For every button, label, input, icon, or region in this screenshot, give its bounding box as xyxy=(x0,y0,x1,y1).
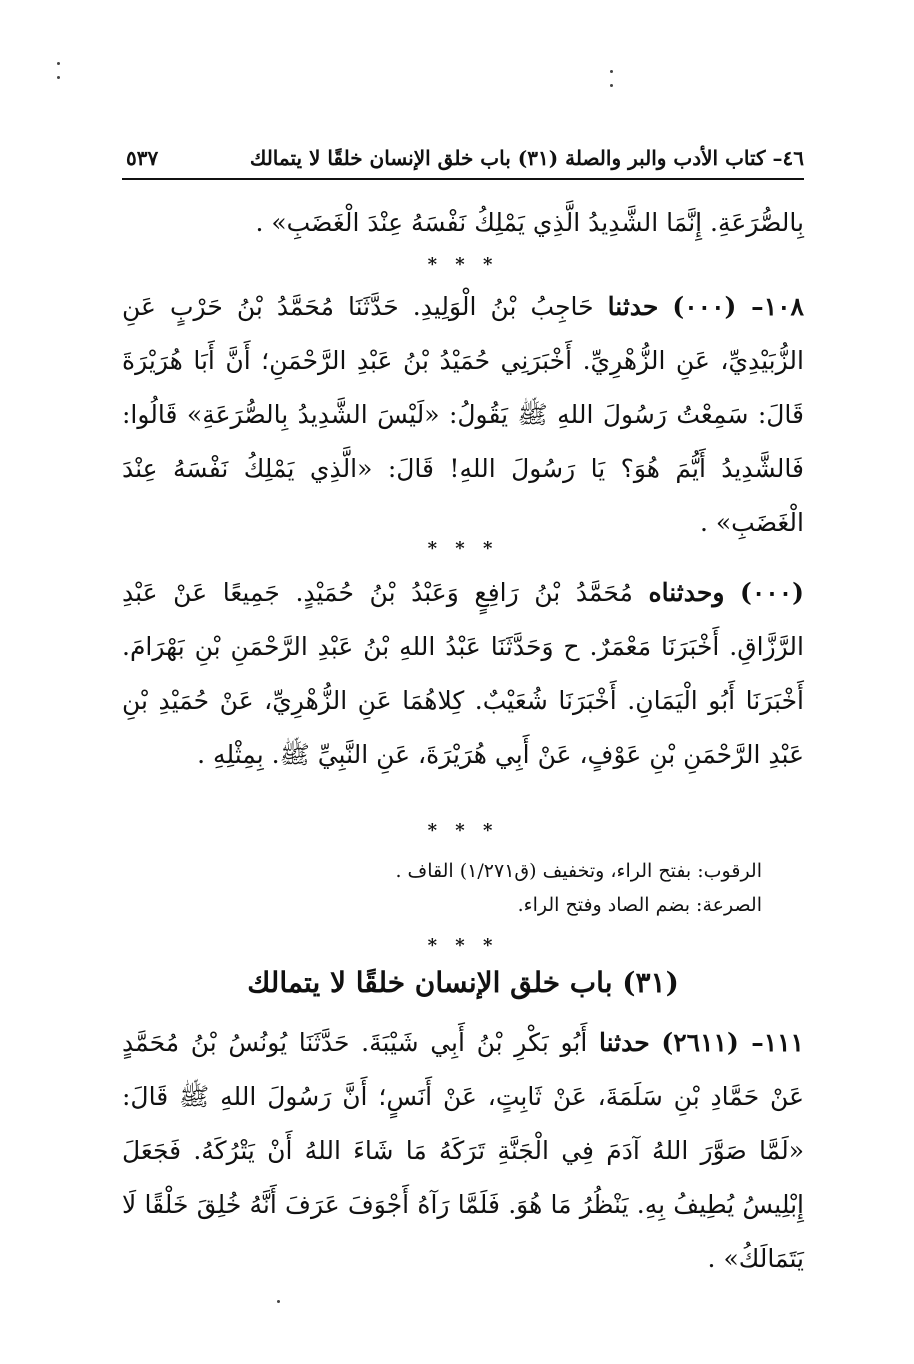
scan-speck xyxy=(57,76,60,79)
section-separator: * * * xyxy=(427,820,499,841)
section-separator: * * * xyxy=(427,935,499,956)
running-title: ٤٦– كتاب الأدب والبر والصلة (٣١) باب خلق الإنسان خلقًا لا يتمالك xyxy=(249,146,804,170)
gloss-line: الرقوب: بفتح الراء، وتخفيف (ق١/٢٧١) القاف . xyxy=(395,860,762,882)
hadith-111 xyxy=(122,1016,804,1286)
chapter-title: (٣١) باب خلق الإنسان خلقًا لا يتمالك xyxy=(247,966,679,999)
paragraph-continuation xyxy=(122,196,804,250)
running-header xyxy=(122,138,804,180)
glossary-notes xyxy=(122,854,762,922)
hadith-lead: حدثنا xyxy=(599,1028,650,1057)
scan-speck xyxy=(610,84,613,87)
paragraph-text: بِالصُّرَعَةِ. إِنَّمَا الشَّدِيدُ الَّذِي يَمْلِكُ نَفْسَهُ عِنْدَ الْغَضَبِ» . xyxy=(255,208,804,237)
hadith-108 xyxy=(122,280,804,550)
hadith-text: حَاجِبُ بْنُ الْوَلِيدِ. حَدَّثَنَا مُحَمَّدُ بْنُ حَرْبٍ عَنِ الزُّبَيْدِيِّ، عَنِ الزُّهْرِيِّ. أَخْبَرَنِي حُمَيْدُ بْنُ عَبْدِ الرَّحْمَنِ؛ أَنَّ أَبَا هُرَيْرَةَ قَالَ: سَمِعْتُ رَسُولَ اللهِ ﷺ يَقُولُ: «لَيْسَ الشَّدِيدُ بِالصُّرَعَةِ» قَالُوا: فَالشَّدِيدُ أَيُّمَ هُوَ؟ يَا رَسُولَ اللهِ! قَالَ: «الَّذِي يَمْلِكُ نَفْسَهُ عِنْدَ الْغَضَبِ» . xyxy=(122,292,804,537)
section-separator: * * * xyxy=(427,254,499,275)
hadith-number: ١٠٨– (٠٠٠) xyxy=(672,292,804,321)
page-number: ٥٣٧ xyxy=(126,146,159,170)
hadith-variant xyxy=(122,566,804,782)
gloss-line: الصرعة: بضم الصاد وفتح الراء. xyxy=(517,894,762,916)
hadith-lead: حدثنا xyxy=(607,292,659,321)
scan-speck xyxy=(610,70,613,73)
hadith-text: أَبُو بَكْرِ بْنُ أَبِي شَيْبَةَ. حَدَّثَنَا يُونُسُ بْنُ مُحَمَّدٍ عَنْ حَمَّادِ بْنِ سَلَمَةَ، عَنْ ثَابِتٍ، عَنْ أَنَسٍ؛ أَنَّ رَسُولَ اللهِ ﷺ قَالَ: «لَمَّا صَوَّرَ اللهُ آدَمَ فِي الْجَنَّةِ تَرَكَهُ مَا شَاءَ اللهُ أَنْ يَتْرُكَهُ. فَجَعَلَ إِبْلِيسُ يُطِيفُ بِهِ. يَنْظُرُ مَا هُوَ. فَلَمَّا رَآهُ أَجْوَفَ عَرَفَ أَنَّهُ خُلِقَ خَلْقًا لَا يَتَمَالَكُ» . xyxy=(122,1028,804,1273)
hadith-text: مُحَمَّدُ بْنُ رَافِعٍ وَعَبْدُ بْنُ حُمَيْدٍ. جَمِيعًا عَنْ عَبْدِ الرَّزَّاقِ. أَخْبَرَنَا مَعْمَرٌ. ح وَحَدَّثَنَا عَبْدُ اللهِ بْنُ عَبْدِ الرَّحْمَنِ بْنِ بَهْرَامَ. أَخْبَرَنَا أَبُو الْيَمَانِ. أَخْبَرَنَا شُعَيْبٌ. كِلاهُمَا عَنِ الزُّهْرِيِّ، عَنْ حُمَيْدِ بْنِ عَبْدِ الرَّحْمَنِ بْنِ عَوْفٍ، عَنْ أَبِي هُرَيْرَةَ، عَنِ النَّبِيِّ ﷺ. بِمِثْلِهِ . xyxy=(122,578,804,769)
scan-speck xyxy=(277,1300,280,1303)
section-separator: * * * xyxy=(427,538,499,559)
hadith-number: ١١١– (٢٦١١) xyxy=(661,1028,804,1057)
hadith-number: (٠٠٠) xyxy=(740,578,804,607)
scan-speck xyxy=(57,62,60,65)
hadith-lead: وحدثناه xyxy=(648,578,725,607)
